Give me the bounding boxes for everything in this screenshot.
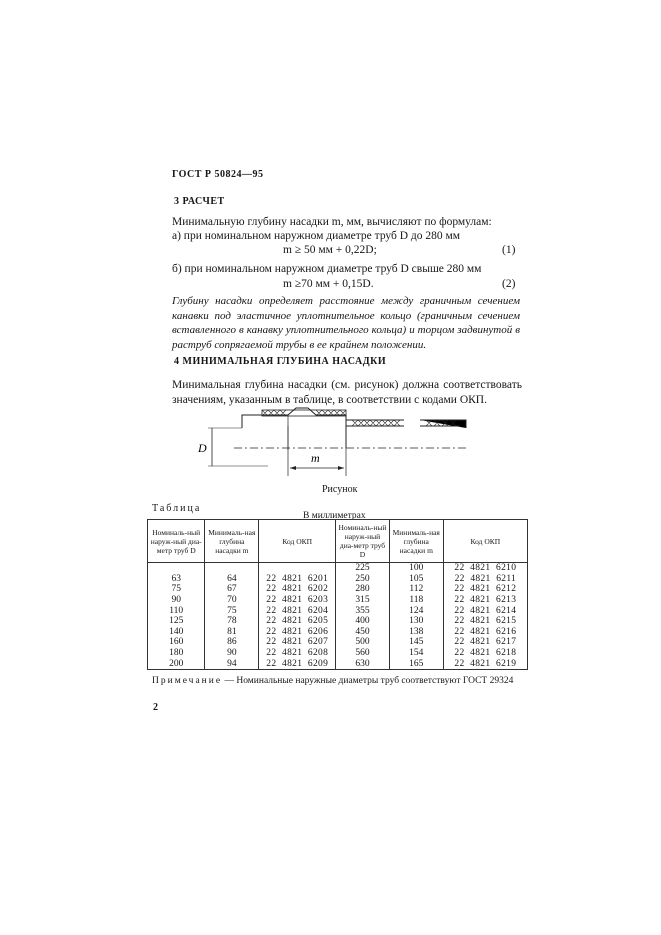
table-cell-code1: 22 4821 6207 <box>259 637 336 648</box>
table-cell-m2: 154 <box>389 648 443 659</box>
table-cell-d2: 225 <box>336 563 390 574</box>
table-row <box>148 627 528 638</box>
data-table <box>147 519 528 670</box>
table-row <box>148 648 528 659</box>
table-cell-code1 <box>259 563 336 574</box>
table-cell-m1: 86 <box>205 637 259 648</box>
table-cell-code1: 22 4821 6202 <box>259 584 336 595</box>
table-cell-code1: 22 4821 6204 <box>259 605 336 616</box>
table-row <box>148 574 528 585</box>
note-text: — Номинальные наружные диаметры труб соответствуют ГОСТ 29324 <box>222 676 514 686</box>
table-cell-d1: 200 <box>148 658 205 669</box>
figure-caption: Рисунок <box>322 484 358 495</box>
table-cell-m1: 78 <box>205 616 259 627</box>
table-cell-m1: 75 <box>205 605 259 616</box>
table-cell-m2: 105 <box>389 574 443 585</box>
italic-definition: Глубину насадки определяет расстояние между граничным сечением канавки под эластичное уплотнительное кольцо (граничным сечением вставленного в канавку уплотнительного кольца) и торцом задвинутой в раструб сопрягаемой трубы в ее крайнем положении. <box>172 295 520 351</box>
table-cell-d2: 280 <box>336 584 390 595</box>
header-depth-2: Минималь-ная глубина насадки m <box>389 520 443 563</box>
table-cell-code2: 22 4821 6212 <box>443 584 527 595</box>
table-cell-m1 <box>205 563 259 574</box>
table-units: В миллиметрах <box>303 511 366 521</box>
table-cell-m2: 165 <box>389 658 443 669</box>
table-cell-m1: 67 <box>205 584 259 595</box>
table-cell-d1: 180 <box>148 648 205 659</box>
document-header: ГОСТ Р 50824—95 <box>172 169 264 180</box>
table-cell-d1: 90 <box>148 595 205 606</box>
table-cell-code1: 22 4821 6209 <box>259 658 336 669</box>
table-cell-d2: 250 <box>336 574 390 585</box>
table-cell-code1: 22 4821 6208 <box>259 648 336 659</box>
header-depth-1: Минималь-ная глубина насадки m <box>205 520 259 563</box>
table-cell-code2: 22 4821 6213 <box>443 595 527 606</box>
table-row <box>148 605 528 616</box>
table-cell-d1: 75 <box>148 584 205 595</box>
table-cell-d1: 160 <box>148 637 205 648</box>
table-cell-m1: 64 <box>205 574 259 585</box>
section-3-title: 3 РАСЧЕТ <box>174 196 225 207</box>
table-cell-d2: 355 <box>336 605 390 616</box>
table-cell-code2: 22 4821 6214 <box>443 605 527 616</box>
table-row <box>148 595 528 606</box>
table-cell-d1: 140 <box>148 627 205 638</box>
table-cell-code1: 22 4821 6206 <box>259 627 336 638</box>
label-m: m <box>311 451 320 465</box>
table-row <box>148 637 528 648</box>
table-row <box>148 616 528 627</box>
table-cell-m1: 70 <box>205 595 259 606</box>
table-cell-code2: 22 4821 6219 <box>443 658 527 669</box>
table-cell-m1: 94 <box>205 658 259 669</box>
table-cell-m2: 118 <box>389 595 443 606</box>
table-cell-m2: 145 <box>389 637 443 648</box>
pipe-socket-figure <box>198 406 470 486</box>
table-cell-m2: 138 <box>389 627 443 638</box>
table-cell-m1: 90 <box>205 648 259 659</box>
table-header-row <box>148 520 528 563</box>
table-cell-d2: 630 <box>336 658 390 669</box>
header-code-2: Код ОКП <box>443 520 527 563</box>
note-label: Примечание <box>152 676 223 686</box>
table-cell-code1: 22 4821 6205 <box>259 616 336 627</box>
table-cell-d1: 125 <box>148 616 205 627</box>
case-a-text: а) при номинальном наружном диаметре труб D до 280 мм <box>172 230 461 242</box>
table-cell-code2: 22 4821 6211 <box>443 574 527 585</box>
section-3-intro: Минимальную глубину насадки m, мм, вычисляют по формулам: <box>172 216 492 228</box>
table-note <box>152 676 524 687</box>
header-diameter-2: Номиналь-ный наруж-ный диа-метр труб D <box>336 520 390 563</box>
formula-2: m ≥70 мм + 0,15D. <box>283 278 374 290</box>
label-d: D <box>198 441 207 455</box>
table-cell-d2: 500 <box>336 637 390 648</box>
table-cell-d2: 450 <box>336 627 390 638</box>
table-cell-code2: 22 4821 6216 <box>443 627 527 638</box>
table-cell-d1: 63 <box>148 574 205 585</box>
table-cell-d2: 560 <box>336 648 390 659</box>
table-cell-m2: 112 <box>389 584 443 595</box>
table-cell-d1 <box>148 563 205 574</box>
table-cell-code2: 22 4821 6215 <box>443 616 527 627</box>
table-cell-m1: 81 <box>205 627 259 638</box>
formula-2-number: (2) <box>502 278 516 290</box>
formula-1: m ≥ 50 мм + 0,22D; <box>283 244 377 256</box>
table-cell-d2: 400 <box>336 616 390 627</box>
table-cell-m2: 124 <box>389 605 443 616</box>
socket-outer-wall <box>242 408 346 428</box>
table-cell-code1: 22 4821 6201 <box>259 574 336 585</box>
table-cell-d2: 315 <box>336 595 390 606</box>
table-cell-m2: 100 <box>389 563 443 574</box>
table-cell-code2: 22 4821 6217 <box>443 637 527 648</box>
table-cell-code2: 22 4821 6210 <box>443 563 527 574</box>
table-row <box>148 584 528 595</box>
page-number: 2 <box>153 702 158 713</box>
header-diameter-1: Номиналь-ный наруж-ный диа-метр труб D <box>148 520 205 563</box>
table-cell-d1: 110 <box>148 605 205 616</box>
table-cell-m2: 130 <box>389 616 443 627</box>
table-label: Таблица <box>152 503 202 514</box>
case-b-text: б) при номинальном наружном диаметре труб D свыше 280 мм <box>172 263 482 275</box>
table-cell-code2: 22 4821 6218 <box>443 648 527 659</box>
section-4-title: 4 МИНИМАЛЬНАЯ ГЛУБИНА НАСАДКИ <box>174 356 387 367</box>
section-4-text: Минимальная глубина насадки (см. рисунок) должна соответствовать значениям, указанным в таблице, в соответствии с кодами ОКП. <box>172 379 522 406</box>
table-row <box>148 658 528 669</box>
table-row <box>148 563 528 574</box>
table-cell-code1: 22 4821 6203 <box>259 595 336 606</box>
formula-1-number: (1) <box>502 244 516 256</box>
header-code-1: Код ОКП <box>259 520 336 563</box>
